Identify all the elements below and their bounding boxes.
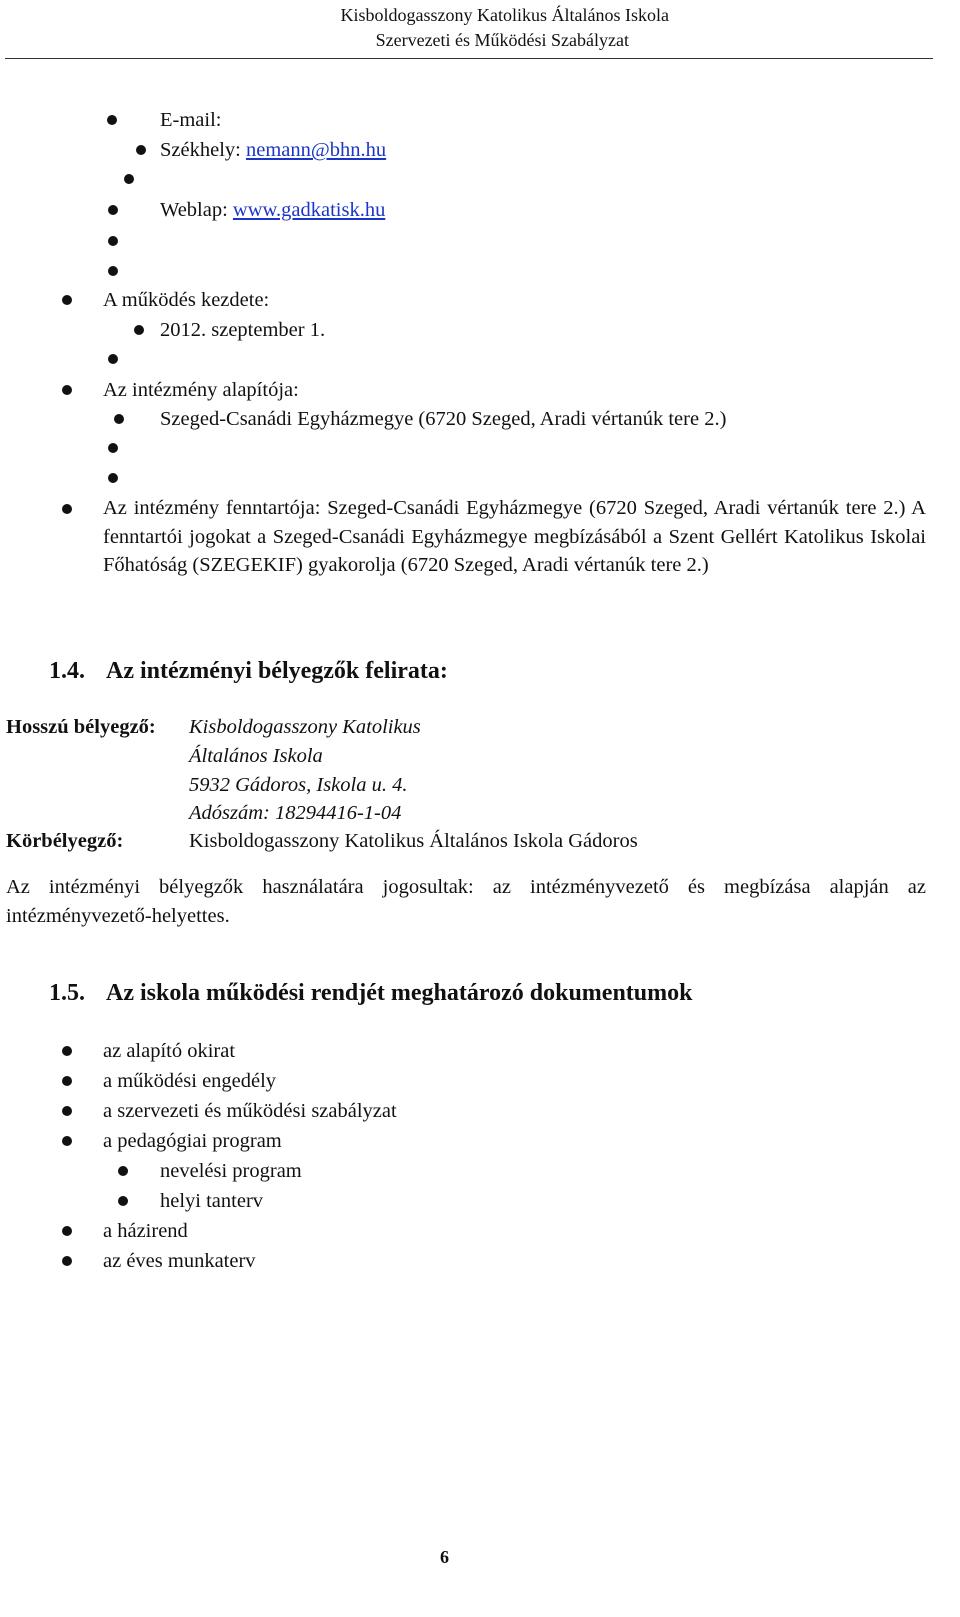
- bullet-icon: [62, 385, 72, 395]
- bullet-icon: [134, 325, 144, 335]
- bullet-icon: [118, 1166, 128, 1176]
- document-list-item: az alapító okirat: [103, 1040, 236, 1062]
- document-sub-item: helyi tanterv: [160, 1190, 264, 1212]
- bullet-icon: [62, 1106, 72, 1116]
- web-line: [160, 196, 385, 224]
- web-link[interactable]: www.gadkatisk.hu: [232, 199, 386, 221]
- bullet-icon: [62, 1256, 72, 1266]
- long-stamp-line: 5932 Gádoros, Iskola u. 4.: [189, 774, 408, 796]
- document-sub-item: nevelési program: [160, 1160, 302, 1182]
- long-stamp-line: Általános Iskola: [189, 745, 323, 767]
- start-value: 2012. szeptember 1.: [160, 319, 326, 341]
- header-school-name: Kisboldogasszony Katolikus Általános Iskola: [340, 5, 669, 25]
- bullet-icon: [136, 145, 146, 155]
- bullet-icon: [118, 1196, 128, 1206]
- document-list-item: a pedagógiai program: [103, 1130, 282, 1152]
- seat-label: Székhely:: [160, 139, 241, 161]
- bullet-icon: [108, 236, 118, 246]
- page-number: 6: [440, 1547, 449, 1567]
- maintainer-paragraph: Az intézmény fenntartója: Szeged-Csanádi Egyházmegye (6720 Szeged, Aradi vértanúk tere 2.) A fenntartói jogokat a Szeged-Csanádi Egyházmegye megbízásából a Szent Gellért Katolikus Iskolai Főhatóság (SZEGEKIF) gyakorolja (6720 Szeged, Aradi vértanúk tere 2.): [103, 497, 926, 576]
- bullet-icon: [62, 1226, 72, 1236]
- bullet-icon: [107, 115, 117, 125]
- bullet-icon: [108, 205, 118, 215]
- document-list-item: a működési engedély: [103, 1070, 277, 1092]
- bullet-icon: [62, 1076, 72, 1086]
- long-stamp-line: Kisboldogasszony Katolikus: [189, 716, 421, 738]
- bullet-icon: [62, 1136, 72, 1146]
- start-label: A működés kezdete:: [103, 289, 270, 311]
- stamp-usage-paragraph: Az intézményi bélyegzők használatára jogosultak: az intézményvezető és megbízása alapján az intézményvezető-helyettes.: [6, 876, 926, 927]
- section-1-5-number: 1.5.: [49, 980, 85, 1006]
- bullet-icon: [124, 174, 134, 184]
- web-label: Weblap:: [160, 199, 228, 221]
- section-1-5-title: Az iskola működési rendjét meghatározó dokumentumok: [106, 980, 693, 1006]
- bullet-icon: [108, 354, 118, 364]
- document-list-item: a szervezeti és működési szabályzat: [103, 1100, 397, 1122]
- bullet-icon: [108, 443, 118, 453]
- header-divider: [5, 58, 933, 59]
- document-list-item: a házirend: [103, 1220, 188, 1242]
- header-document-title: Szervezeti és Működési Szabályzat: [375, 30, 629, 50]
- bullet-icon: [114, 414, 124, 424]
- section-1-4-number: 1.4.: [49, 658, 85, 684]
- document-list-item: az éves munkaterv: [103, 1250, 256, 1272]
- email-label: E-mail:: [160, 109, 222, 131]
- founder-label: Az intézmény alapítója:: [103, 379, 299, 401]
- founder-value: Szeged-Csanádi Egyházmegye (6720 Szeged, Aradi vértanúk tere 2.): [160, 408, 727, 430]
- long-stamp-label: Hosszú bélyegző:: [6, 716, 156, 738]
- seat-line: [160, 136, 386, 164]
- bullet-icon: [108, 473, 118, 483]
- bullet-icon: [62, 1046, 72, 1056]
- email-link[interactable]: nemann@bhn.hu: [245, 139, 387, 161]
- bullet-icon: [62, 295, 72, 305]
- round-stamp-value: Kisboldogasszony Katolikus Általános Iskola Gádoros: [189, 830, 638, 852]
- bullet-icon: [108, 266, 118, 276]
- bullet-icon: [62, 504, 72, 514]
- round-stamp-label: Körbélyegző:: [6, 830, 124, 852]
- section-1-4-title: Az intézményi bélyegzők felirata:: [106, 658, 448, 684]
- long-stamp-line: Adószám: 18294416-1-04: [189, 802, 402, 824]
